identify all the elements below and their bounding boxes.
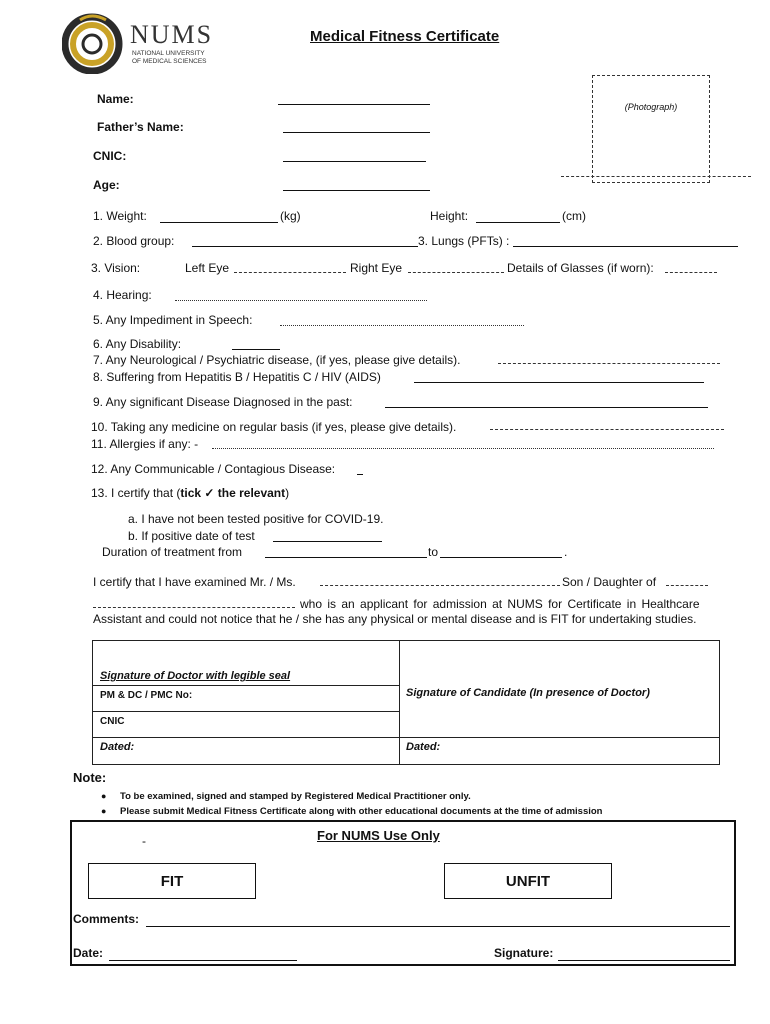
office-date-field[interactable] [109, 960, 297, 961]
nums-use-only-title: For NUMS Use Only [317, 828, 440, 843]
hearing-label: 4. Hearing: [93, 288, 152, 302]
disability-field[interactable] [232, 349, 280, 350]
blood-group-field[interactable] [192, 246, 418, 247]
allergies-label: 11. Allergies if any: - [91, 437, 199, 451]
comments-label: Comments: [73, 912, 140, 926]
weight-field[interactable] [160, 222, 278, 223]
logo-wordmark: NUMS [130, 20, 214, 49]
glasses-field[interactable] [665, 272, 717, 273]
fitness-statement: Assistant and could not notice that he / she has any physical or mental disease and is FIT for undertaking studies. [93, 612, 697, 626]
certify-tick-prefix: 13. I certify that ( [91, 486, 181, 500]
vision-right-eye-field[interactable] [408, 272, 504, 273]
note-point-1: To be examined, signed and stamped by Registered Medical Practitioner only. [120, 791, 471, 802]
signature-row-line [93, 685, 399, 686]
page-title: Medical Fitness Certificate [310, 28, 500, 45]
cnic-field[interactable] [283, 161, 426, 162]
photograph-label: (Photograph) [624, 102, 678, 112]
doctor-dated-label[interactable]: Dated: [100, 741, 135, 753]
neurological-label: 7. Any Neurological / Psychiatric disease, (if yes, please give details). [93, 353, 461, 367]
hepatitis-field[interactable] [414, 382, 704, 383]
height-label: Height: [430, 209, 469, 223]
vision-label: 3. Vision: [91, 261, 141, 275]
age-field[interactable] [283, 190, 430, 191]
note-point-2: Please submit Medical Fitness Certificate along with other educational documents at the time of admission [120, 806, 603, 817]
past-disease-field[interactable] [385, 407, 708, 408]
fit-label: FIT [160, 872, 184, 890]
certify-examined-label: I certify that I have examined Mr. / Ms. [93, 575, 296, 589]
unfit-label: UNFIT [505, 872, 551, 890]
pmdc-number-label[interactable]: PM & DC / PMC No: [100, 690, 193, 701]
note-bullet-icon: ● [101, 806, 107, 816]
parent-name-field-cont[interactable] [93, 607, 295, 608]
signature-table-divider [399, 641, 400, 764]
duration-to-field[interactable] [440, 557, 562, 558]
candidate-signature-label[interactable]: Signature of Candidate (In presence of Doctor) [406, 687, 650, 699]
weight-label: 1. Weight: [93, 209, 147, 223]
father-name-label: Father’s Name: [97, 120, 184, 134]
duration-label: Duration of treatment from [102, 545, 243, 559]
hepatitis-label: 8. Suffering from Hepatitis B / Hepatitis C / HIV (AIDS) [93, 370, 381, 384]
speech-field[interactable] [280, 325, 524, 326]
medicine-field[interactable] [490, 429, 724, 430]
unfit-button[interactable] [444, 863, 612, 899]
disability-label: 6. Any Disability: [93, 337, 182, 351]
logo-subtitle-1: NATIONAL UNIVERSITY [132, 50, 205, 57]
medicine-label: 10. Taking any medicine on regular basis (if yes, please give details). [91, 420, 457, 434]
blood-group-label: 2. Blood group: [93, 234, 175, 248]
height-unit: (cm) [562, 209, 586, 223]
lungs-field[interactable] [513, 246, 738, 247]
father-name-field[interactable] [283, 132, 430, 133]
glasses-label: Details of Glasses (if worn): [507, 261, 654, 275]
candidate-name-field[interactable] [320, 585, 560, 586]
hearing-field[interactable] [175, 300, 427, 301]
certify-tick-line [91, 486, 289, 500]
nums-logo [62, 12, 222, 74]
duration-period: . [564, 545, 568, 559]
covid-negative-option[interactable]: a. I have not been tested positive for COVID-19. [128, 512, 384, 526]
photograph-baseline [561, 176, 751, 177]
certify-tick-suffix: ) [285, 486, 290, 500]
duration-from-field[interactable] [265, 557, 427, 558]
parent-name-field[interactable] [666, 585, 708, 586]
nums-emblem-icon [62, 12, 126, 74]
neurological-field[interactable] [498, 363, 720, 364]
fit-button[interactable] [88, 863, 256, 899]
name-label: Name: [97, 92, 134, 106]
lungs-label: 3. Lungs (PFTs) : [418, 234, 510, 248]
age-label: Age: [93, 178, 120, 192]
allergies-field[interactable] [212, 448, 714, 449]
signature-table [92, 640, 720, 765]
photograph-box [592, 75, 710, 183]
vision-left-eye-label: Left Eye [185, 261, 230, 275]
speech-label: 5. Any Impediment in Speech: [93, 313, 253, 327]
covid-test-date-field[interactable] [273, 541, 382, 542]
nums-use-only-box [70, 820, 736, 966]
duration-to-label: to [428, 545, 439, 559]
note-heading: Note: [73, 770, 107, 785]
comments-field[interactable] [146, 926, 730, 927]
name-field[interactable] [278, 104, 430, 105]
signature-row-line [93, 711, 399, 712]
decorative-dash: - [142, 834, 146, 848]
doctor-signature-label[interactable]: Signature of Doctor with legible seal [100, 670, 291, 682]
office-date-label: Date: [73, 946, 104, 960]
candidate-dated-label[interactable]: Dated: [406, 741, 441, 753]
signature-row-line [93, 737, 719, 738]
communicable-field[interactable] [357, 474, 363, 475]
certify-tick-bold: tick ✓ the relevant [180, 486, 286, 500]
son-daughter-label: Son / Daughter of [562, 575, 657, 589]
communicable-label: 12. Any Communicable / Contagious Disease: [91, 462, 336, 476]
vision-right-eye-label: Right Eye [350, 261, 403, 275]
office-signature-field[interactable] [558, 960, 730, 961]
office-signature-label: Signature: [494, 946, 554, 960]
doctor-cnic-label[interactable]: CNIC [100, 716, 125, 727]
cnic-label: CNIC: [93, 149, 127, 163]
past-disease-label: 9. Any significant Disease Diagnosed in the past: [93, 395, 353, 409]
applicant-statement: who is an applicant for admission at NUMS for Certificate in Healthcare [300, 597, 700, 611]
note-bullet-icon: ● [101, 791, 107, 801]
weight-unit: (kg) [280, 209, 301, 223]
height-field[interactable] [476, 222, 560, 223]
vision-left-eye-field[interactable] [234, 272, 346, 273]
logo-subtitle-2: OF MEDICAL SCIENCES [132, 58, 207, 65]
covid-positive-option[interactable]: b. If positive date of test [128, 529, 255, 543]
